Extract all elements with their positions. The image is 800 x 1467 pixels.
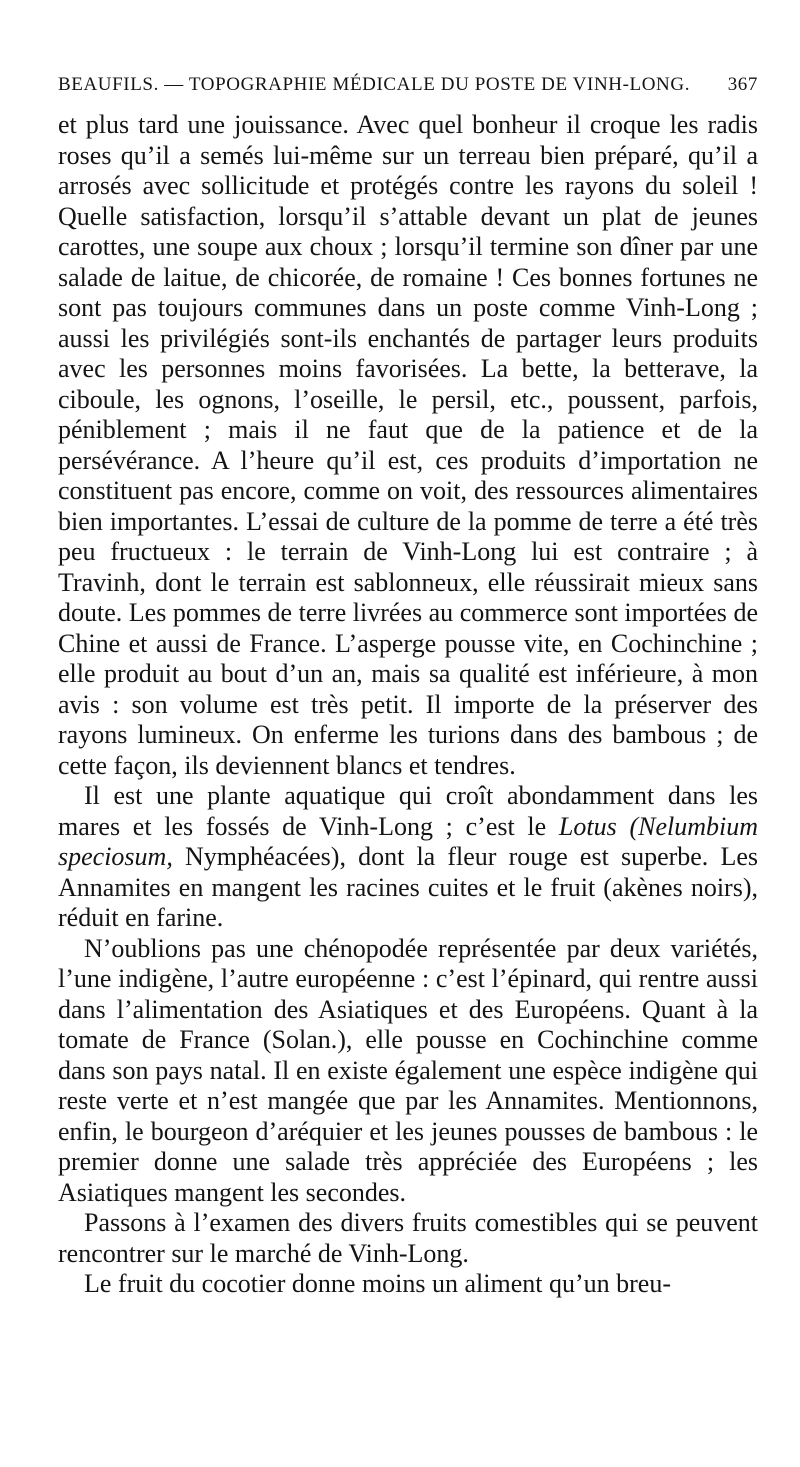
- paragraph-radis: et plus tard une jouissance. Avec quel bonheur il croque les radis roses qu’il a semés lui-même sur un terreau bien préparé, qu’il a arrosés avec sollicitude et protégés contre les rayons du soleil ! Quelle satisfaction, lorsqu’il s’attable devant un plat de jeunes carottes, une soupe aux choux ; lorsqu’il termine son dîner par une salade de laitue, de chicorée, de romaine ! Ces bonnes fortunes ne sont pas toujours communes dans un poste comme Vinh-Long ; aussi les privilégiés sont-ils enchantés de partager leurs produits avec les personnes moins favorisées. La bette, la betterave, la ciboule, les ognons, l’oseille, le persil, etc., poussent, parfois, péniblement ; mais il ne faut que de la patience et de la persévérance. A l’heure qu’il est, ces produits d’importation ne constituent pas encore, comme on voit, des ressources alimentaires bien importantes. L’essai de culture de la pomme de terre a été très peu fructueux : le terrain de Vinh-Long lui est contraire ; à Travinh, dont le terrain est sablonneux, elle réussirait mieux sans doute. Les pommes de terre livrées au commerce sont importées de Chine et aussi de France. L’asperge pousse vite, en Cochinchine ; elle produit au bout d’un an, mais sa qualité est inférieure, à mon avis : son volume est très petit. Il importe de la préserver des rayons lumineux. On enferme les turions dans des bambous ; de cette façon, ils deviennent blancs et tendres.: [58, 110, 758, 780]
- body-text: [58, 110, 758, 1300]
- running-head-title: BEAUFILS. — TOPOGRAPHIE MÉDICALE DU POSTE DE VINH-LONG.: [58, 74, 691, 95]
- book-page: [58, 72, 758, 1300]
- lotus-latin-name: Lotus (Nelumbium speciosum,: [58, 811, 758, 871]
- page-number: 367: [727, 74, 758, 95]
- paragraph-lotus: [58, 781, 758, 934]
- lotus-text-after: Nymphéacées), dont la fleur rouge est superbe. Les Annamites en mangent les racines cuites et le fruit (akènes noirs), réduit en farine.: [58, 842, 758, 932]
- paragraph-fruits: Passons à l’examen des divers fruits comestibles qui se peuvent rencontrer sur le marché de Vinh-Long.: [58, 1208, 758, 1268]
- lotus-text-before: Il est une plante aquatique qui croît abondamment dans les mares et les fossés de Vinh-Long ; c’est le: [58, 781, 758, 841]
- running-head: [58, 72, 758, 98]
- paragraph-cocotier: Le fruit du cocotier donne moins un aliment qu’un breu-: [84, 1269, 672, 1298]
- paragraph-epinard: N’oublions pas une chénopodée représentée par deux variétés, l’une indigène, l’autre européenne : c’est l’épinard, qui rentre aussi dans l’alimentation des Asiatiques et des Européens. Quant à la tomate de France (Solan.), elle pousse en Cochinchine comme dans son pays natal. Il en existe également une espèce indigène qui reste verte et n’est mangée que par les Annamites. Mentionnons, enfin, le bourgeon d’aréquier et les jeunes pousses de bambous : le premier donne une salade très appréciée des Européens ; les Asiatiques mangent les secondes.: [58, 933, 758, 1207]
